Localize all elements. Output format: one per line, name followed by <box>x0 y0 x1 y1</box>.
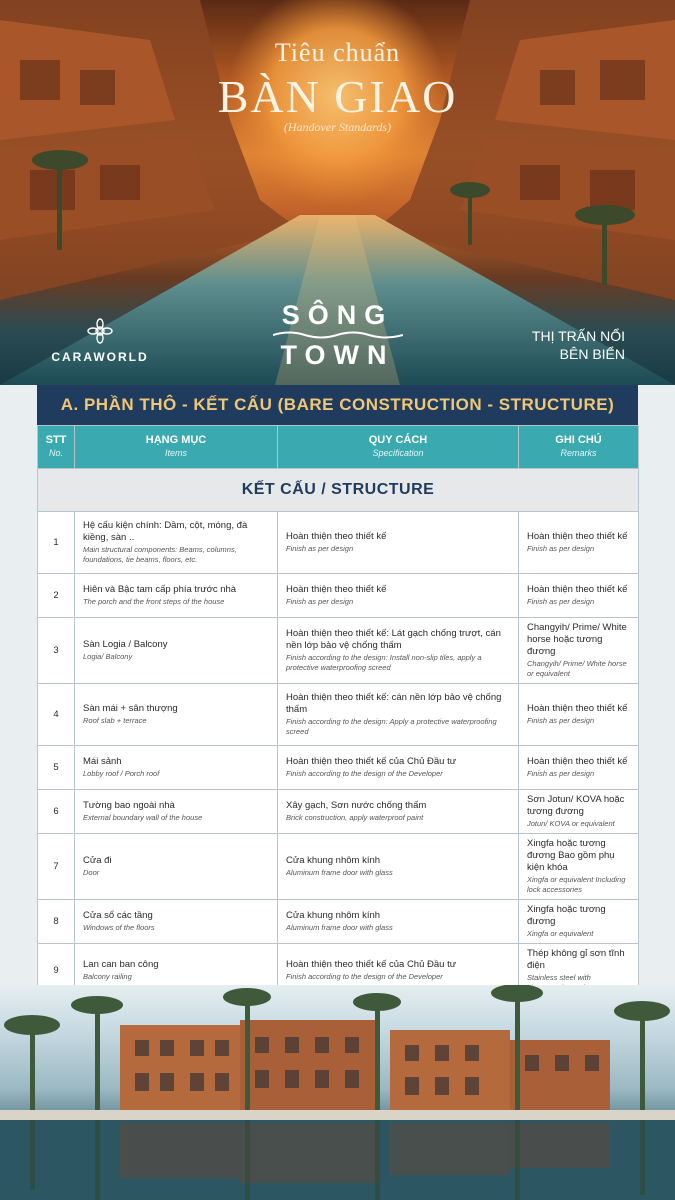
row-item: Hiên và Bậc tam cấp phía trước nhà The porch and the front steps of the house <box>75 574 278 618</box>
row-number: 2 <box>38 574 75 618</box>
hero-title-line1: Tiêu chuẩn <box>274 38 401 67</box>
row-spec: Hoàn thiện theo thiết kế của Chủ Đầu tư Finish according to the design of the Developer <box>278 746 519 790</box>
row-number: 3 <box>38 618 75 684</box>
row-remark: Changyih/ Prime/ White horse hoặc tương đương Changyih/ Prime/ White horse or equivalent <box>519 618 639 684</box>
townhouses-illustration <box>0 985 675 1200</box>
brand-center-top: SÔNG <box>281 300 394 330</box>
row-spec: Hoàn thiện theo thiết kế Finish as per design <box>278 512 519 574</box>
row-spec: Cửa khung nhôm kính Aluminum frame door with glass <box>278 900 519 944</box>
row-remark: Hoàn thiện theo thiết kế Finish as per design <box>519 574 639 618</box>
row-item: Lan can ban công Balcony railing <box>75 944 278 998</box>
hero-banner <box>0 0 675 385</box>
row-remark: Hoàn thiện theo thiết kế Finish as per design <box>519 512 639 574</box>
row-spec: Hoàn thiện theo thiết kế: Lát gạch chống trượt, cán nền lớp bảo vệ chống thấm Finish according to the design: Install non-slip tiles, apply a protective waterproofing screed <box>278 618 519 684</box>
row-remark: Thép không gỉ sơn tĩnh điện Stainless steel with <box>519 944 639 998</box>
col-header-items: HẠNG MỤC Items <box>75 426 278 469</box>
row-number: 8 <box>38 900 75 944</box>
row-item: Sàn mái + sân thượng Roof slab + terrace <box>75 684 278 746</box>
row-remark: Xingfa hoặc tương đương Xingfa or equivalent <box>519 900 639 944</box>
row-spec: Hoàn thiện theo thiết kế của Chủ Đầu tư Finish according to the design of the Developer <box>278 944 519 998</box>
row-spec: Cửa khung nhôm kính Aluminum frame door with glass <box>278 834 519 900</box>
table-row <box>38 512 639 574</box>
row-spec: Xây gạch, Sơn nước chống thấm Brick construction, apply waterproof paint <box>278 790 519 834</box>
table-row <box>38 574 639 618</box>
row-number: 9 <box>38 944 75 998</box>
row-remark: Sơn Jotun/ KOVA hoặc tương đương Jotun/ KOVA or equivalent <box>519 790 639 834</box>
flower-logo-icon <box>87 318 113 344</box>
col-header-remarks: GHI CHÚ Remarks <box>519 426 639 469</box>
row-item: Cửa đi Door <box>75 834 278 900</box>
col-header-no: STT No. <box>38 426 75 469</box>
row-item: Cửa sổ các tầng Windows of the floors <box>75 900 278 944</box>
tagline-line1: THỊ TRẤN NỔI <box>531 328 625 344</box>
brand-center-bottom: TOWN <box>280 340 395 370</box>
song-town-logo <box>265 300 410 370</box>
row-number: 6 <box>38 790 75 834</box>
col-header-specification: QUY CÁCH Specification <box>278 426 519 469</box>
brand-name: CARAWORLD <box>51 350 149 364</box>
row-item: Mái sảnh Lobby roof / Porch roof <box>75 746 278 790</box>
table-row <box>38 900 639 944</box>
row-item: Tường bao ngoài nhà External boundary wall of the house <box>75 790 278 834</box>
tagline-line2: BÊN BIỂN <box>559 346 625 362</box>
hero-subtitle: (Handover Standards) <box>283 120 392 134</box>
section-title: A. PHẦN THÔ - KẾT CẤU (BARE CONSTRUCTION - STRUCTURE) <box>37 385 638 425</box>
spec-table <box>37 425 639 998</box>
row-item: Hệ cấu kiện chính: Dầm, cột, móng, đà kiềng, sàn .. Main structural components: Beams, columns, foundations, tie beams, floors, etc. <box>75 512 278 574</box>
group-title: KẾT CẤU / STRUCTURE <box>38 469 639 512</box>
row-spec: Hoàn thiện theo thiết kế Finish as per design <box>278 574 519 618</box>
table-row <box>38 684 639 746</box>
wave-icon <box>273 330 403 340</box>
caraworld-logo <box>40 318 160 366</box>
row-remark: Hoàn thiện theo thiết kế Finish as per design <box>519 746 639 790</box>
spec-document <box>37 385 638 998</box>
row-number: 4 <box>38 684 75 746</box>
row-item: Sàn Logia / Balcony Logia/ Balcony <box>75 618 278 684</box>
table-header-row <box>38 426 639 469</box>
tagline <box>532 327 625 363</box>
row-spec: Hoàn thiện theo thiết kế: cán nền lớp bảo vệ chống thấm Finish according to the design: Apply a protective waterproofing screed <box>278 684 519 746</box>
row-number: 7 <box>38 834 75 900</box>
row-number: 5 <box>38 746 75 790</box>
table-row <box>38 618 639 684</box>
group-header-row <box>38 469 639 512</box>
hero-title-line2: BÀN GIAO <box>217 71 458 122</box>
table-row <box>38 746 639 790</box>
row-remark: Xingfa hoặc tương đương Bao gồm phụ kiện khóa Xingfa or equivalent Including lock accessories <box>519 834 639 900</box>
table-row <box>38 834 639 900</box>
row-remark: Hoàn thiện theo thiết kế Finish as per design <box>519 684 639 746</box>
row-number: 1 <box>38 512 75 574</box>
table-row <box>38 790 639 834</box>
footer-illustration <box>0 985 675 1200</box>
